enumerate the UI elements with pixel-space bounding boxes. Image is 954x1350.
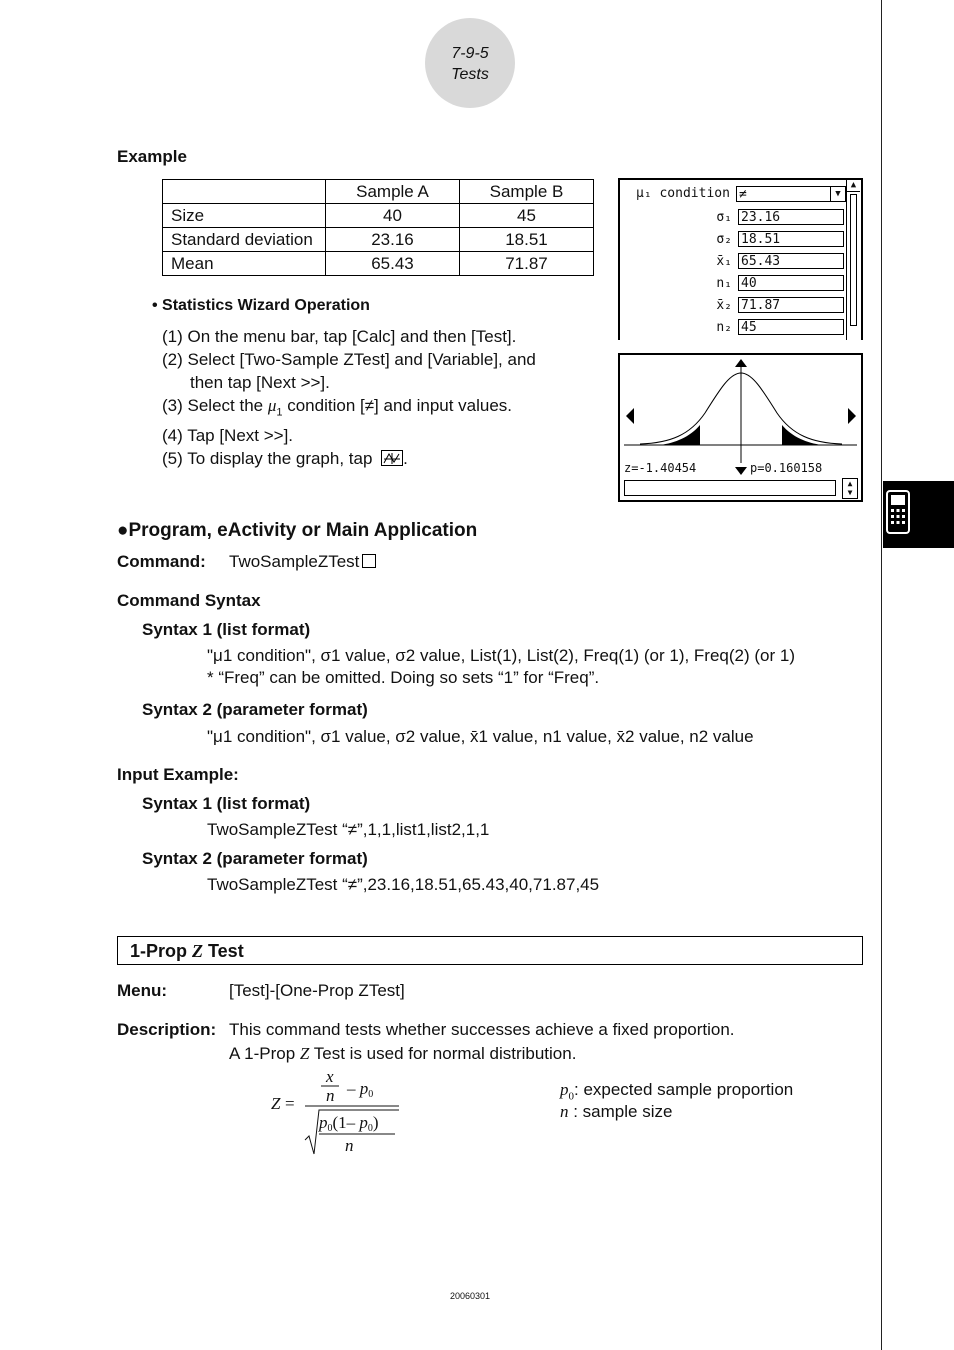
title-z: Z [192,941,204,961]
sigma2-field[interactable]: 18.51 [738,231,844,247]
mean1-field[interactable]: 65.43 [738,253,844,269]
footer-code: 20060301 [450,1291,491,1301]
z-formula [265,1064,415,1159]
n2-field[interactable]: 45 [738,319,844,335]
example-heading: Example [117,147,187,166]
wizard-steps [162,325,602,470]
table-header-cell: Sample B [460,180,594,204]
syntax1-heading: Syntax 1 (list format) [142,620,311,639]
field-label: x̄₁ [716,254,732,269]
syntax2-line: "μ1 condition", σ1 value, σ2 value, x̄1 value, n1 value, x̄2 value, n2 value [207,727,754,746]
step-1: (1) On the menu bar, tap [Calc] and then [Test]. [162,327,517,346]
scroll-thumb[interactable] [850,194,857,326]
entry-field[interactable] [624,480,836,496]
table-row [163,252,594,276]
description-line-2 [229,1044,576,1064]
n-symbol: n [560,1102,569,1121]
step-5-text: (5) To display the graph, tap [162,449,373,469]
condition-select[interactable] [736,186,846,202]
mu-symbol: μ [267,396,277,415]
svg-text:n: n [345,1136,354,1155]
right-margin-rule [881,0,882,1350]
scroll-up-icon[interactable]: ▲ [847,180,860,192]
section-title-box [117,936,863,965]
title-text: 1-Prop [130,941,193,961]
svg-text:=: = [285,1094,295,1113]
description-label: Description: [117,1020,217,1039]
p0-symbol: $p_0$ [560,1080,574,1103]
command-label: Command: [117,552,206,571]
description-line-1: This command tests whether successes achieve a fixed proportion. [229,1020,735,1039]
calc-input-screen [618,178,863,340]
legend-n [560,1102,672,1122]
syntax-heading: Command Syntax [117,591,261,610]
menu-label: Menu: [117,981,168,1000]
scroll-stepper[interactable]: ▲ ▼ [842,478,858,499]
graph-button-icon [381,450,403,466]
legend-n-text: : sample size [568,1102,673,1121]
down-arrow-icon [735,467,747,475]
table-header-cell [163,180,326,204]
step-2: (2) Select [Two-Sample ZTest] and [Variable], and [162,350,536,369]
syntax1-line: "μ1 condition", σ1 value, σ2 value, List(1), List(2), Freq(1) (or 1), Freq(2) (or 1) [207,646,795,665]
up-arrow-icon [735,359,747,367]
table-cell: Standard deviation [163,228,326,252]
legend-p0 [560,1080,793,1102]
field-label: n₂ [716,320,732,335]
table-cell: 65.43 [326,252,460,276]
desc-z: Z [299,1044,310,1063]
svg-text:n: n [326,1086,335,1105]
calc-graph-screen [618,353,863,502]
svg-text:Z: Z [271,1094,281,1113]
calculator-icon [883,481,954,548]
step-5-end: . [403,449,408,469]
field-label: σ₂ [716,232,732,247]
page-number: 7-9-5 [451,45,489,62]
field-label: σ₁ [716,210,732,225]
step-3-text: condition [≠] and input values. [282,396,513,415]
table-cell: 40 [326,204,460,228]
table-cell: Size [163,204,326,228]
step-2-cont: then tap [Next >>]. [190,373,330,392]
program-heading: ●Program, eActivity or Main Application [117,520,478,541]
condition-label: μ₁ condition [636,186,730,201]
normal-distribution-graph [620,355,861,477]
table-header-cell: Sample A [326,180,460,204]
example-table [162,179,594,276]
condition-value: ≠ [739,187,747,202]
chevron-down-icon[interactable]: ▼ [830,187,845,201]
desc-text: Test is used for normal distribution. [309,1044,577,1063]
chapter-tab [883,481,954,548]
section-title [130,941,244,962]
table-cell: 71.87 [460,252,594,276]
menu-value: [Test]-[One-Prop ZTest] [229,981,405,1000]
wizard-heading: • Statistics Wizard Operation [152,297,370,314]
svg-text:p0(1– p0): p0(1– p0) [319,1113,379,1134]
step-3 [162,394,602,424]
title-text: Test [203,941,244,961]
syntax1-note: * “Freq” can be omitted. Doing so sets “1” for “Freq”. [207,668,600,687]
table-cell: 18.51 [460,228,594,252]
mean2-field[interactable]: 71.87 [738,297,844,313]
z-readout: z=-1.40454 [624,461,697,475]
input-example-heading: Input Example: [117,765,239,784]
sigma1-field[interactable]: 23.16 [738,209,844,225]
svg-text:x: x [326,1067,334,1086]
table-row [163,228,594,252]
input1-heading: Syntax 1 (list format) [142,794,311,813]
scrollbar[interactable] [846,180,860,340]
step-3-text: (3) Select the [162,396,268,415]
left-arrow-icon [626,408,634,424]
input1-line: TwoSampleZTest “≠”,1,1,list1,list2,1,1 [207,820,490,839]
p-readout: p=0.160158 [750,461,823,475]
table-cell: 45 [460,204,594,228]
table-row [163,204,594,228]
command-name: TwoSampleZTest [229,552,360,571]
command-value [229,552,376,572]
input2-heading: Syntax 2 (parameter format) [142,849,368,868]
svg-text:– p0: – p0 [347,1079,374,1100]
table-cell: Mean [163,252,326,276]
legend-p0-text: : expected sample proportion [574,1080,794,1099]
mu-subscript: 1 [276,406,283,419]
table-header-row [163,180,594,204]
space-symbol-icon [362,554,376,568]
input2-line: TwoSampleZTest “≠”,23.16,18.51,65.43,40,71.87,45 [207,875,600,894]
desc-text: A 1-Prop [229,1044,300,1063]
n1-field[interactable]: 40 [738,275,844,291]
step-4: (4) Tap [Next >>]. [162,426,294,446]
page-number-badge [425,18,515,108]
field-label: x̄₂ [716,298,732,313]
syntax2-heading: Syntax 2 (parameter format) [142,700,368,719]
field-label: n₁ [716,276,732,291]
right-arrow-icon [848,408,856,424]
step-5 [162,447,602,470]
section-name: Tests [451,66,489,83]
table-cell: 23.16 [326,228,460,252]
